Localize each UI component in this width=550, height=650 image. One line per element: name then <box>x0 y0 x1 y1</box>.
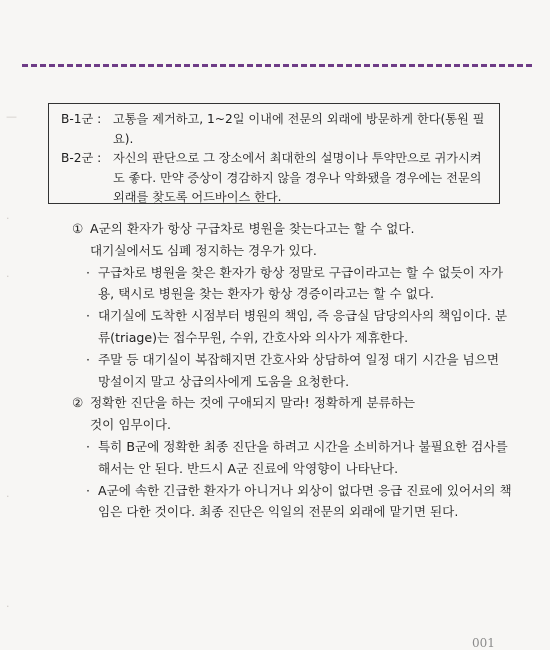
bleed-through-mark: · <box>6 600 10 613</box>
definition-text: 자신의 판단으로 그 장소에서 최대한의 설명이나 투약만으로 귀가시켜도 좋다. 만약 증상이 경감하지 않을 경우나 악화됐을 경우에는 전문의 외래를 찾도록 어드바이스 한다. <box>113 151 482 204</box>
section-lead <box>72 218 512 240</box>
bullet-dot: · <box>86 264 91 280</box>
section-continuation: 것이 임무이다. <box>90 417 171 433</box>
section-continuation: 대기실에서도 심폐 정지하는 경우가 있다. <box>90 242 317 258</box>
bullet-text: 특히 B군에 정확한 최종 진단을 하려고 시간을 소비하거나 불필요한 검사를 해서는 안 된다. 반드시 A군 진료에 악영향이 나타난다. <box>98 438 508 476</box>
section-number: ② <box>72 395 84 411</box>
bullet-item <box>86 349 512 393</box>
bleed-through-mark: · <box>6 212 10 225</box>
bullet-text: 주말 등 대기실이 복잡해지면 간호사와 상담하여 일정 대기 시간을 넘으면 망설이지 말고 상급의사에게 도움을 요청한다. <box>98 351 499 389</box>
section-1 <box>72 218 512 392</box>
section-lead-text: A군의 환자가 항상 구급차로 병원을 찾는다고는 할 수 없다. <box>90 221 415 236</box>
bleed-through-mark: · <box>6 490 10 503</box>
group-definition-box <box>48 103 500 204</box>
bullet-item <box>86 436 512 480</box>
definition-text: 고통을 제거하고, 1~2일 이내에 전문의 외래에 방문하게 한다(통원 필요). <box>113 112 485 146</box>
bullet-dot: · <box>86 482 91 498</box>
bullet-dot: · <box>86 308 91 324</box>
bullet-text: 구급차로 병원을 찾은 환자가 항상 정말로 구급이라고는 할 수 없듯이 자가용, 택시로 병원을 찾는 환자가 항상 경증이라고는 할 수 없다. <box>98 264 503 302</box>
section-2 <box>72 392 512 523</box>
dashed-divider <box>22 64 532 67</box>
bullet-item <box>86 262 512 306</box>
bullet-item <box>86 305 512 349</box>
bullet-text: 대기실에 도착한 시점부터 병원의 책임, 즉 응급실 담당의사의 책임이다. 분류(triage)는 접수무원, 수위, 간호사와 의사가 제휴한다. <box>98 308 508 345</box>
section-lead-text: 정확한 진단을 하는 것에 구애되지 말라! 정확하게 분류하는 <box>90 395 416 411</box>
definition-item-b1 <box>61 110 489 149</box>
bullet-dot: · <box>86 438 91 454</box>
page-number: 001 <box>472 636 495 650</box>
definition-label: B-2군 : <box>61 151 102 165</box>
section-lead <box>72 392 512 414</box>
definition-item-b2 <box>61 149 489 208</box>
bullet-text: A군에 속한 긴급한 환자가 아니거나 외상이 없다면 응급 진료에 있어서의 책임은 다한 것이다. 최종 진단은 익일의 전문의 외래에 맡기면 된다. <box>98 482 512 520</box>
bleed-through-mark: · <box>6 270 10 283</box>
bullet-dot: · <box>86 351 91 367</box>
section-number: ① <box>72 221 84 236</box>
body-text <box>72 218 512 523</box>
bleed-through-mark: — <box>6 110 17 123</box>
definition-label: B-1군 : <box>61 112 102 126</box>
bullet-item <box>86 480 512 524</box>
